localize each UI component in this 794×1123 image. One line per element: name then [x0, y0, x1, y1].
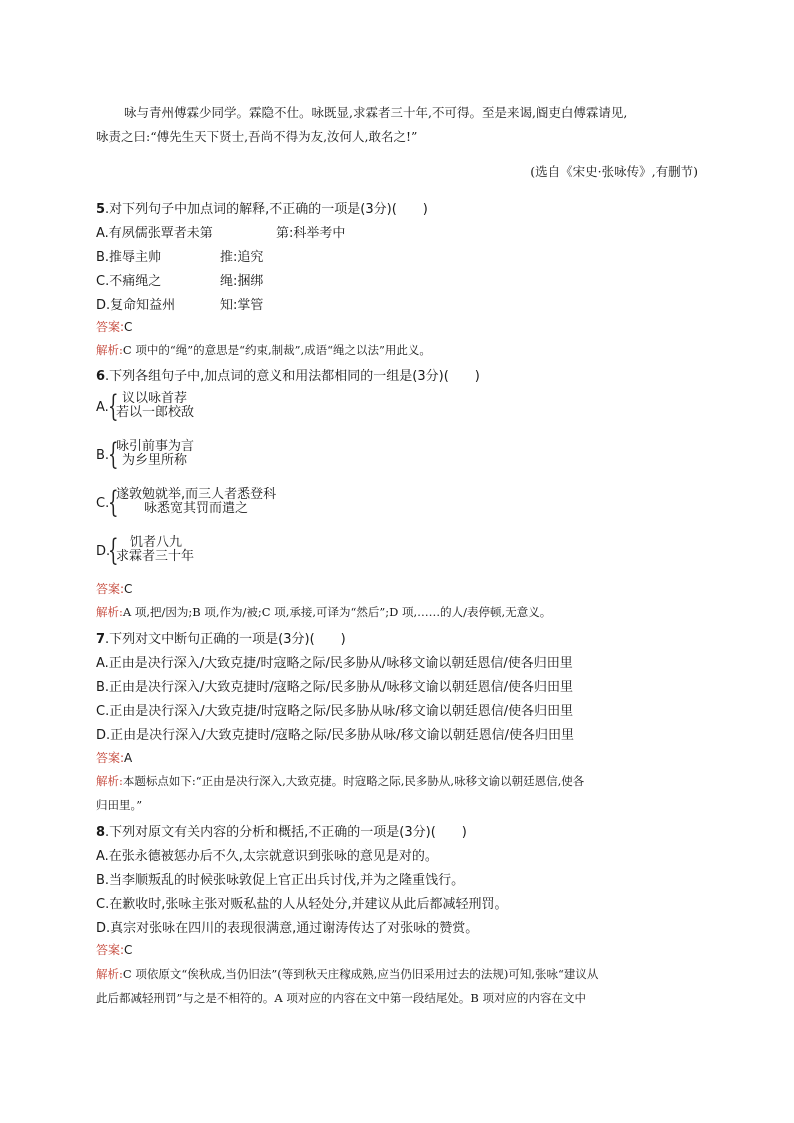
- q8-option-c: C.在歉收时,张咏主张对贩私盐的人从轻处分,并建议从此后都减轻刑罚。: [96, 897, 508, 912]
- q5-option-b-meaning: 推:追究: [220, 250, 264, 265]
- brace-icon: {: [108, 437, 119, 472]
- q6-group-a-label: A.: [96, 400, 109, 415]
- q6-number: 6: [96, 369, 106, 384]
- q8-answer: [96, 941, 132, 958]
- q6-group-d-bottom: 求霖者三十年: [116, 549, 195, 564]
- q8-option-b: B.当李顺叛乱的时候张咏敦促上官正出兵讨伐,并为之隆重饯行。: [96, 873, 465, 888]
- q5-option-b-sentence: B.推辱主帅: [96, 250, 162, 265]
- q6-group-b: [96, 437, 396, 472]
- q8-stem-text: .下列对原文有关内容的分析和概括,不正确的一项是(3分)( ): [105, 825, 467, 840]
- q5-option-a: [96, 222, 213, 241]
- q6-answer: [96, 580, 132, 597]
- q5-stem: [96, 198, 428, 217]
- q6-group-b-label: B.: [96, 448, 110, 463]
- q6-explanation-text: A 项,把/因为;B 项,作为/被;C 项,承接,可译为“然后”;D 项,……的人/表停顿,无意义。: [122, 605, 552, 619]
- q7-answer-value: A: [124, 751, 133, 765]
- q5-stem-text: .对下列句子中加点词的解释,不正确的一项是(3分)( ): [105, 202, 428, 217]
- q6-group-b-bottom: 为乡里所称: [122, 453, 188, 468]
- q5-option-d-sentence: D.复命知益州: [96, 298, 176, 313]
- passage-source: (选自《宋史·张咏传》,有删节): [530, 164, 698, 179]
- q6-group-c-top: 遂敦勉就举,而三人者悉登科: [116, 487, 277, 502]
- q8-explanation-text-1: C 项依原文“俟秋成,当仍旧法”(等到秋天庄稼成熟,应当仍旧采用过去的法规)可知,张咏“建议从: [122, 967, 599, 981]
- q5-option-d: [96, 294, 175, 313]
- q5-answer-label: 答案:: [96, 320, 125, 334]
- q5-explanation-text: C 项中的“绳”的意思是“约束,制裁”,成语“绳之以法”用此义。: [122, 343, 431, 357]
- q7-explanation-text-1: 本题标点如下:“正由是决行深入,大致克捷。时寇略之际,民多胁从,咏移文谕以朝廷恩信,使各: [122, 774, 585, 788]
- q5-option-c-sentence: C.不痛绳之: [96, 274, 162, 289]
- q7-answer-label: 答案:: [96, 751, 125, 765]
- brace-icon: {: [108, 533, 119, 568]
- q6-group-d: [96, 533, 396, 568]
- q6-explanation: [96, 604, 696, 620]
- q5-answer: [96, 318, 132, 335]
- q8-option-d: D.真宗对张咏在四川的表现很满意,通过谢涛传达了对张咏的赞赏。: [96, 921, 479, 936]
- q5-explanation-label: 解析:: [96, 343, 123, 357]
- q5-option-a-meaning: 第:科举考中: [276, 226, 346, 241]
- q5-option-d-meaning: 知:掌管: [220, 298, 264, 313]
- q8-explanation-label: 解析:: [96, 967, 123, 981]
- q8-option-a: A.在张永德被惩办后不久,太宗就意识到张咏的意见是对的。: [96, 849, 438, 864]
- passage-line-1: 咏与青州傅霖少同学。霖隐不仕。咏既显,求霖者三十年,不可得。至是来谒,阍吏白傅霖请见,: [124, 105, 628, 120]
- q6-stem-text: .下列各组句子中,加点词的意义和用法都相同的一组是(3分)( ): [105, 369, 480, 384]
- passage-line-2: 咏责之曰:“傅先生天下贤士,吾尚不得为友,汝何人,敢名之!”: [96, 129, 418, 144]
- q8-stem: [96, 821, 467, 840]
- q6-group-c-bottom: 咏悉宽其罚而遣之: [144, 501, 249, 516]
- q5-explanation: [96, 342, 696, 358]
- q6-group-c-label: C.: [96, 496, 110, 511]
- q6-group-d-label: D.: [96, 544, 111, 559]
- q8-answer-value: C: [124, 943, 133, 957]
- q7-explanation: [96, 773, 696, 789]
- q8-explanation: [96, 966, 696, 982]
- q6-explanation-label: 解析:: [96, 605, 123, 619]
- q7-option-a: A.正由是决行深入/大致克捷/时寇略之际/民多胁从/咏移文谕以朝廷恩信/使各归田里: [96, 656, 573, 671]
- q6-answer-value: C: [124, 582, 133, 596]
- q5-option-c-meaning: 绳:捆绑: [220, 274, 264, 289]
- q5-number: 5: [96, 202, 106, 217]
- q7-option-d: D.正由是决行深入/大致克捷时/寇略之际/民多胁从咏/移文谕以朝廷恩信/使各归田里: [96, 728, 575, 743]
- q5-option-b: [96, 246, 161, 265]
- q5-option-a-sentence: A.有夙儒张覃者未第: [96, 226, 213, 241]
- q6-group-b-top: 咏引前事为言: [116, 439, 195, 454]
- q5-option-c: [96, 270, 161, 289]
- q6-group-a-top: 议以咏首荐: [122, 391, 188, 406]
- q8-explanation-line-2: 此后都减轻刑罚”与之是不相符的。A 项对应的内容在文中第一段结尾处。B 项对应的内容在文中: [96, 991, 586, 1005]
- q6-group-d-top: 饥者八九: [130, 535, 183, 550]
- q7-stem-text: .下列对文中断句正确的一项是(3分)( ): [105, 632, 346, 647]
- q7-explanation-line-2: 归田里。”: [96, 798, 143, 812]
- q7-number: 7: [96, 632, 106, 647]
- brace-icon: {: [108, 389, 119, 424]
- q7-answer: [96, 749, 132, 766]
- q6-group-a: [96, 389, 396, 424]
- q7-option-b: B.正由是决行深入/大致克捷时/寇略之际/民多胁从/咏移文谕以朝廷恩信/使各归田里: [96, 680, 573, 695]
- q6-group-c: [96, 485, 396, 520]
- q6-group-a-bottom: 若以一郎校敌: [116, 405, 195, 420]
- q8-number: 8: [96, 825, 106, 840]
- brace-icon: {: [108, 485, 119, 520]
- q6-answer-label: 答案:: [96, 582, 125, 596]
- q7-stem: [96, 628, 346, 647]
- q7-explanation-label: 解析:: [96, 774, 123, 788]
- q6-stem: [96, 365, 480, 384]
- q7-option-c: C.正由是决行深入/大致克捷/时寇略之际/民多胁从咏/移文谕以朝廷恩信/使各归田里: [96, 704, 574, 719]
- q8-answer-label: 答案:: [96, 943, 125, 957]
- q5-answer-value: C: [124, 320, 133, 334]
